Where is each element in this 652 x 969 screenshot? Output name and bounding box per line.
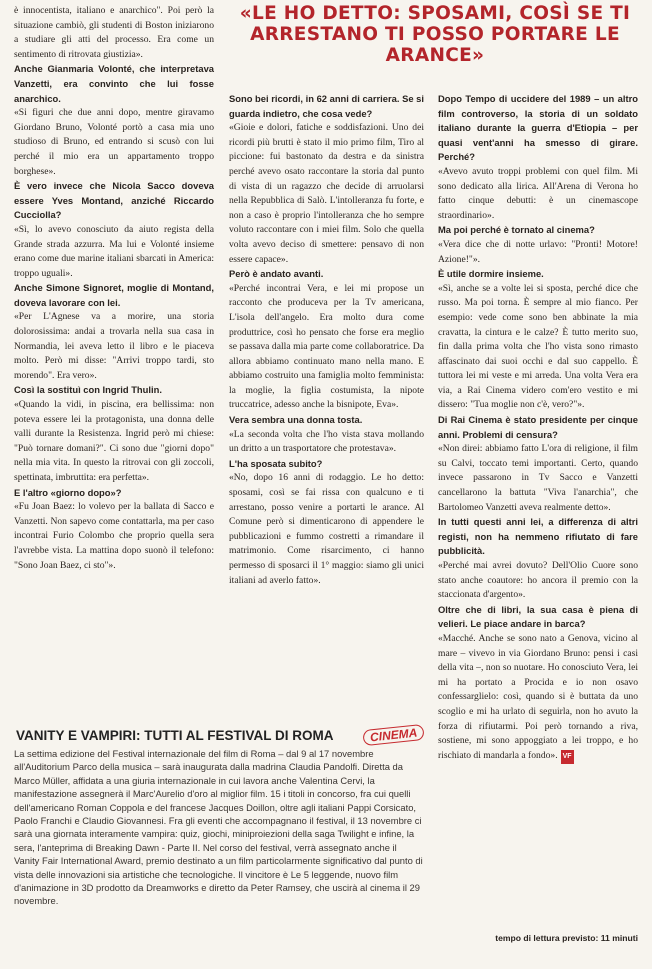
interview-answer: «Gioie e dolori, fatiche e soddisfazioni. Uno dei ricordi più brutti è stato il mio primo film, Tiro al piccione: fui bastonato da destra e da sinistra perché avevo osato raccontare la storia dal punto di vista di un ragazzo che decide di arruolarsi nella Repubblica di Salò. L'intolleranza fu forte, e non a caso è proprio l'intolleranza che ho sempre voluto raccontare con i miei film. Solo che quella volta avevo deciso di smettere: pensavo di non essere capace». (229, 122, 424, 265)
interview-answer: è innocentista, italiano e anarchico". Poi però la situazione cambiò, gli studenti di Boston iniziarono a studiare gli atti del processo. Era come un sentimento di ritrovata giustizia». (14, 5, 214, 60)
interview-answer: «Perché incontrai Vera, e lei mi propose un racconto che produceva per la Tv americana, L'isola dell'angelo. Era molto dura come produttrice, così ho pensato che forse era meglio se passava dalla mia parte come collaboratrice. Da allora abbiamo continuato mano nella mano. E abbiamo costruito una famiglia molto femminista: la moglie, la figlia costumista, la nipote truccatrice, adesso anche la bisnipote, Eva». (229, 282, 424, 411)
interview-answer: «Per L'Agnese va a morire, una storia dolorosissima: andai a trovarla nella sua casa in Normandia, lei aveva letto il libro e le piaceva molto. Però mi disse: "Arrivi troppo tardi, sto morendo". Era vero». (14, 311, 214, 381)
interview-answer: «Perché mai avrei dovuto? Dell'Olio Cuore sono stato anche coautore: ho ancora il premio con la staccionata d'argento». (438, 560, 638, 601)
interview-question: È utile dormire insieme. (438, 268, 544, 280)
interview-answer: «Si figuri che due anni dopo, mentre giravamo Giordano Bruno, Volonté portò a casa mia uno studioso di Bruno, ed entrando si scusò con lui perché il mio era un appartamento troppo borghese». (14, 107, 214, 177)
article-column-2 (229, 92, 424, 588)
interview-answer: «Macché. Anche se sono nato a Genova, vicino al mare – vivevo in via Giordano Bruno: pensi i casi della vita –, non so nuotare. Ho conosciuto Vera, lei mi ha portato a Procida e io non osavo confessarglielo: così, quando si è buttata da uno scoglio e mi ha urlato di seguirla, non ho avuto la forza di rifiutarmi. Poi però tornando a riva, sostiene, mi sono appoggiato a lei troppo, e ho rischiato di mandarla a fondo». VF (438, 632, 638, 764)
sidebar-box-title: VANITY E VAMPIRI: TUTTI AL FESTIVAL DI ROMA (16, 727, 334, 743)
sidebar-box-body: La settima edizione del Festival internazionale del film di Roma – dal 9 al 17 novembre all'Auditorium Parco della musica – sarà inaugurata dalla madrina Claudia Pandolfi. Diretta da Marco Müller, affidata a una giuria internazionale in cui lavora anche Valentina Cervi, la manifestazione assegnerà il Marc'Aurelio d'oro al miglior film. 15 i titoli in concorso, fra cui quelli dell'americano Roman Coppola e del francese Jacques Doillon, oltre agli italiani Pappi Corsicato, Paolo Franchi e Claudio Giovannesi. Fra gli eventi che accompagnano il festival, il 13 novembre ci sarà una giornata interamente vampira: quiz, giochi, miniproiezioni della saga Twilight e infine, la sera, l'anteprima di Breaking Dawn - Parte II. Nel corso del festival, verrà assegnato anche il Vanity Fair International Award, premio destinato a un film particolarmente significativo dal punto di vista delle innovazioni sia artistiche che tecnologiche. Il vincitore è Le 5 leggende, nuovo film d'animazione in 3D prodotto da Dreamworks e diretto da Peter Ramsey, che uscirà al cinema il 29 novembre. (14, 748, 423, 907)
interview-answer: «La seconda volta che l'ho vista stava mollando un dritto a un trasportatore che protestava». (229, 428, 424, 455)
interview-answer: «Avevo avuto troppi problemi con quel film. Mi sono dedicato alla lirica. All'Arena di Verona ho fatto cinque debutti: è un cinemascope straordinario». (438, 165, 638, 221)
interview-question: Sono bei ricordi, in 62 anni di carriera. Se si guarda indietro, che cosa vede? (229, 93, 424, 119)
reading-time-footer: tempo di lettura previsto: 11 minuti (495, 933, 638, 943)
headline-title: «LE HO DETTO: SPOSAMI, COSÌ SE TI ARRESTANO TI POSSO PORTARE LE ARANCE» (239, 3, 631, 66)
interview-question: Ma poi perché è tornato al cinema? (438, 224, 595, 236)
interview-question: È vero invece che Nicola Sacco doveva essere Yves Montand, anziché Riccardo Cucciolla? (14, 180, 214, 221)
cinema-logo-icon: CINEMA (362, 724, 425, 746)
vf-end-badge: VF (561, 750, 574, 765)
interview-question: Dopo Tempo di uccidere del 1989 – un altro film controverso, la storia di un soldato italiano durante la guerra d'Etiopia – per quasi vent'anni ha smesso di girare. Perché? (438, 93, 638, 163)
interview-question: Così la sostituì con Ingrid Thulin. (14, 384, 162, 396)
interview-question: Di Rai Cinema è stato presidente per cinque anni. Problemi di censura? (438, 414, 638, 440)
interview-answer: «Non direi: abbiamo fatto L'ora di religione, il film su Calvi, toccato temi importanti. Certo, quando invece passarono in Tv Sacco e Vanzetti cancellarono la battuta "Viva l'anarchia", che Bartolomeo Vanzetti aveva realmente detto». (438, 443, 638, 513)
interview-answer: «Fu Joan Baez: lo volevo per la ballata di Sacco e Vanzetti. Non sapevo come contattarla, ma per caso incontrai Furio Colombo che proprio quella sera l'avrebbe vista. La mattina dopo suonò il telefono: "Sono Joan Baez, ci sto"». (14, 501, 214, 571)
interview-question: Anche Simone Signoret, moglie di Montand, doveva lavorare con lei. (14, 282, 214, 308)
interview-question: Oltre che di libri, la sua casa è piena di velieri. Le piace andare in barca? (438, 603, 638, 630)
interview-answer: «Sì, anche se a volte lei si sposta, perché dice che russo. Ma poi torna. È sempre al mio fianco. Per esempio: vede come sono ben abbinate la mia cravatta, la cintura e le calze? È tutto merito suo, fin dalla prima volta che l'ho vista sono rimasto affascinato dai suoi occhi e dal suo cappello. È tuttora lei mi veste e mi arreda. Una volta Vera era via, a Rai Cinema videro com'ero vestito e mi dissero: "Tua moglie non c'è, vero?"». (438, 282, 638, 411)
interview-answer: «No, dopo 16 anni di rodaggio. Le ho detto: sposami, così se fai rissa con qualcuno e ti arrestano, posso venire a portarti le arance. Al Comune però si dimenticarono di appendere le pubblicazioni e fummo costretti a rimandare il matrimonio. Come risarcimento, ci hanno permesso di sposarci il 1° maggio: siamo gli unici italiani ad averlo fatto». (229, 472, 424, 586)
article-column-3 (438, 92, 638, 764)
interview-question: E l'altro «giorno dopo»? (14, 486, 122, 498)
interview-question: Vera sembra una donna tosta. (229, 414, 363, 426)
interview-question: L'ha sposata subito? (229, 457, 323, 469)
festival-sidebar-box (14, 727, 424, 955)
interview-answer: «Vera dice che di notte urlavo: "Pronti! Motore! Azione!"». (438, 238, 638, 265)
interview-question: In tutti questi anni lei, a differenza di altri registi, non ha nemmeno rifiutato di fare pubblicità. (438, 516, 638, 557)
interview-question: Però è andato avanti. (229, 268, 324, 280)
interview-answer: «Quando la vidi, in piscina, era bellissima: non poteva essere lei la protagonista, una donna delle valli durante la Resistenza. Ingrid però mi chiese: "Può tornare domani?". Ci sono due "giorni dopo" nella mia vita. In questo la ritrovai con gli zoccoli, spettinata, imbruttita: era perfetta». (14, 399, 214, 483)
interview-answer: «Sì, lo avevo conosciuto da aiuto regista della Grande strada azzurra. Ma lui e Volonté insieme erano come due marine italiani sbarcati in America: troppo uguali». (14, 223, 214, 279)
interview-question: Anche Gianmaria Volonté, che interpretava Vanzetti, era convinto che lui fosse anarchico. (14, 63, 214, 104)
article-column-1 (14, 4, 214, 573)
